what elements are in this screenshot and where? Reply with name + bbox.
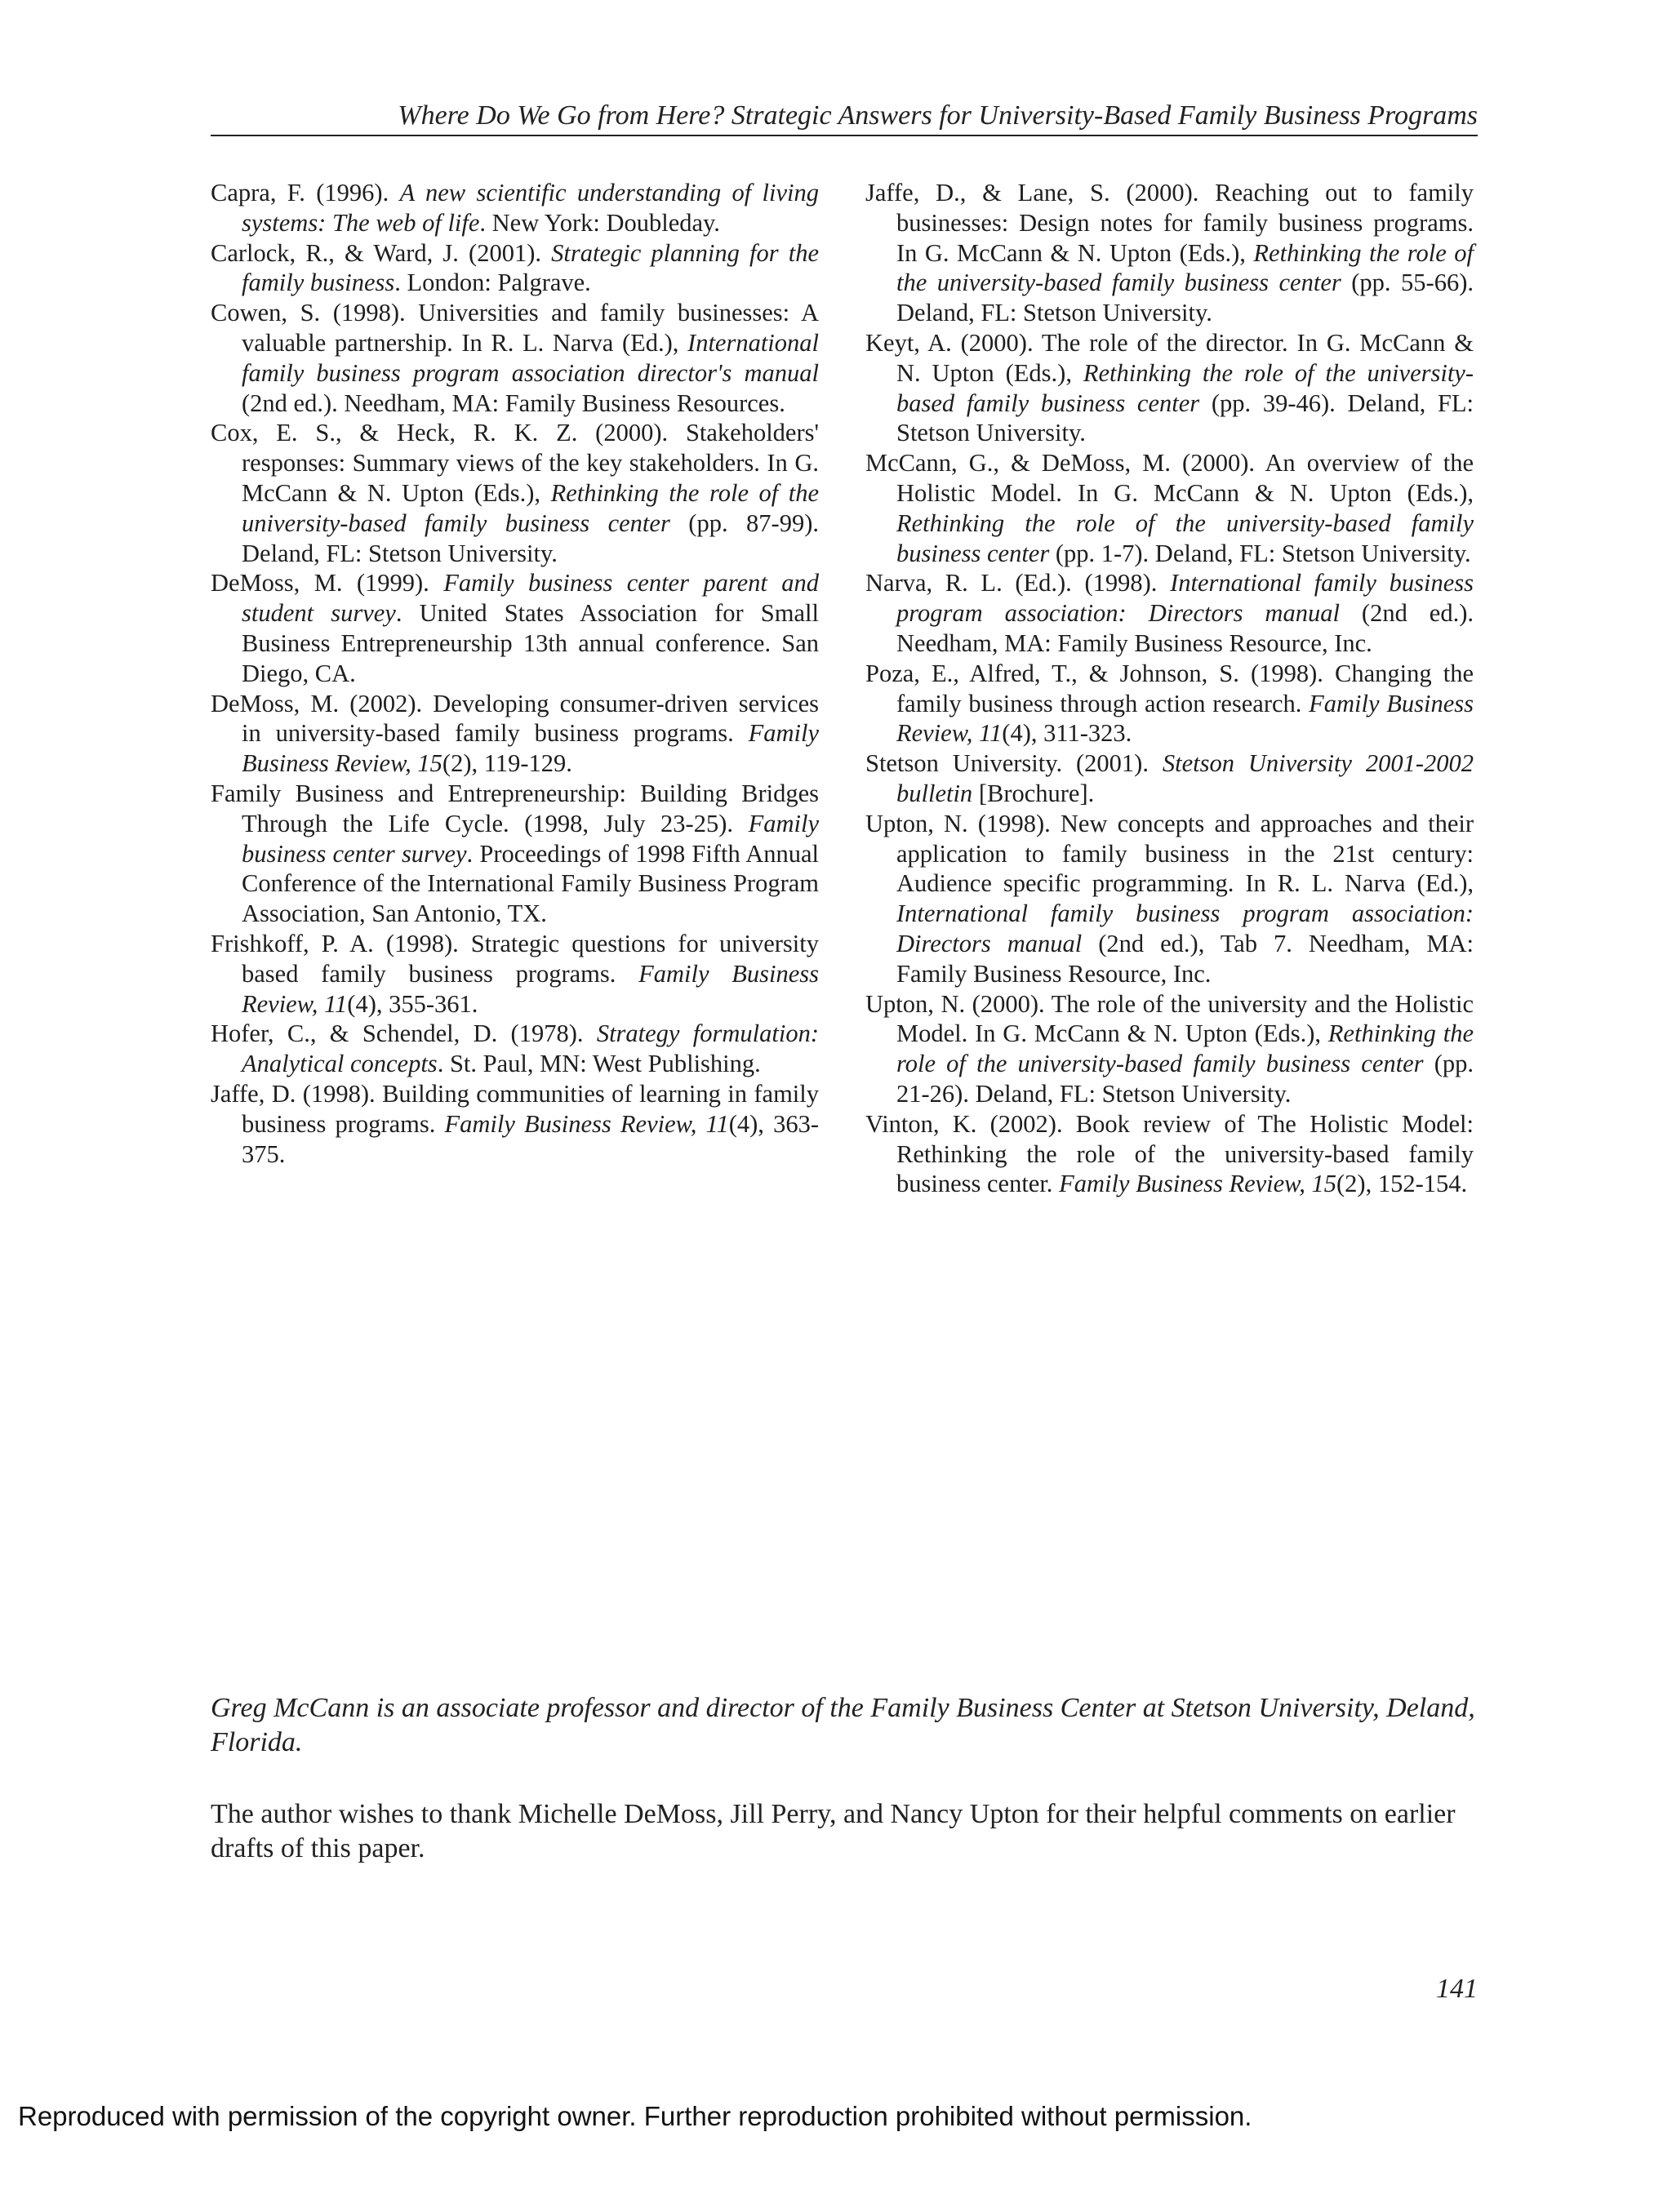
reference-entry: Stetson University. (2001). Stetson University 2001-2002 bulletin [Brochure].	[865, 749, 1474, 807]
reference-entry: Jaffe, D., & Lane, S. (2000). Reaching out to family businesses: Design notes for family business programs. In G. McCann & N. Upton (Eds.), Rethinking the role of the university-based family business center (pp. 55-66). Deland, FL: Stetson University.	[865, 179, 1474, 327]
reference-entry: Hofer, C., & Schendel, D. (1978). Strategy formulation: Analytical concepts. St. Paul, MN: West Publishing.	[211, 1019, 819, 1078]
reference-entry: Cowen, S. (1998). Universities and family businesses: A valuable partnership. In R. L. Narva (Ed.), International family business program association director's manual (2nd ed.). Needham, MA: Family Business Resources.	[211, 299, 819, 417]
references-right-column	[865, 178, 1474, 1199]
reference-entry: Carlock, R., & Ward, J. (2001). Strategic planning for the family business. London: Palgrave.	[211, 238, 820, 297]
reference-entry: DeMoss, M. (1999). Family business center parent and student survey. United States Association for Small Business Entrepreneurship 13th annual conference. San Diego, CA.	[211, 569, 820, 687]
author-bio: Greg McCann is an associate professor and director of the Family Business Center at Stetson University, Deland, Florida.	[211, 1693, 1475, 1757]
running-header: Where Do We Go from Here? Strategic Answers for University-Based Family Business Programs	[398, 100, 1478, 131]
reference-entry: DeMoss, M. (2002). Developing consumer-driven services in university-based family business programs. Family Business Review, 15(2), 119-129.	[211, 689, 819, 778]
reference-entry: Keyt, A. (2000). The role of the director. In G. McCann & N. Upton (Eds.), Rethinking the role of the university-based family business center (pp. 39-46). Deland, FL: Stetson University.	[865, 328, 1474, 447]
reference-entry: Jaffe, D. (1998). Building communities of learning in family business programs. Family Business Review, 11(4), 363-375.	[211, 1079, 819, 1168]
page-number: 141	[1436, 1974, 1478, 2004]
reference-entry: McCann, G., & DeMoss, M. (2000). An overview of the Holistic Model. In G. McCann & N. Upton (Eds.), Rethinking the role of the university-based family business center (pp. 1-7). Deland, FL: Stetson University.	[865, 449, 1474, 567]
reference-entry: Frishkoff, P. A. (1998). Strategic questions for university based family business programs. Family Business Review, 11(4), 355-361.	[211, 929, 819, 1018]
reference-entry: Poza, E., Alfred, T., & Johnson, S. (1998). Changing the family business through action research. Family Business Review, 11(4), 311-323.	[865, 659, 1474, 748]
reference-entry: Vinton, K. (2002). Book review of The Holistic Model: Rethinking the role of the university-based family business center. Family Business Review, 15(2), 152-154.	[865, 1109, 1474, 1198]
reference-entry: Capra, F. (1996). A new scientific understanding of living systems: The web of life. New York: Doubleday.	[211, 179, 819, 237]
reference-entry: Narva, R. L. (Ed.). (1998). International family business program association: Directors manual (2nd ed.). Needham, MA: Family Business Resource, Inc.	[865, 569, 1474, 657]
permission-notice: Reproduced with permission of the copyright owner. Further reproduction prohibited without permission.	[18, 2101, 1252, 2131]
acknowledgment: The author wishes to thank Michelle DeMoss, Jill Perry, and Nancy Upton for their helpful comments on earlier drafts of this paper.	[211, 1799, 1456, 1863]
reference-entry: Cox, E. S., & Heck, R. K. Z. (2000). Stakeholders' responses: Summary views of the key stakeholders. In G. McCann & N. Upton (Eds.), Rethinking the role of the university-based family business center (pp. 87-99). Deland, FL: Stetson University.	[211, 419, 819, 567]
header-rule	[211, 135, 1478, 136]
reference-entry: Upton, N. (1998). New concepts and approaches and their application to family business in the 21st century: Audience specific programming. In R. L. Narva (Ed.), International family business program association: Directors manual (2nd ed.), Tab 7. Needham, MA: Family Business Resource, Inc.	[865, 809, 1474, 988]
references-left-column	[211, 178, 819, 1169]
reference-entry: Family Business and Entrepreneurship: Building Bridges Through the Life Cycle. (1998, July 23-25). Family business center survey. Proceedings of 1998 Fifth Annual Conference of the International Family Business Program Association, San Antonio, TX.	[211, 779, 819, 928]
reference-entry: Upton, N. (2000). The role of the university and the Holistic Model. In G. McCann & N. Upton (Eds.), Rethinking the role of the university-based family business center (pp. 21-26). Deland, FL: Stetson University.	[865, 989, 1474, 1108]
